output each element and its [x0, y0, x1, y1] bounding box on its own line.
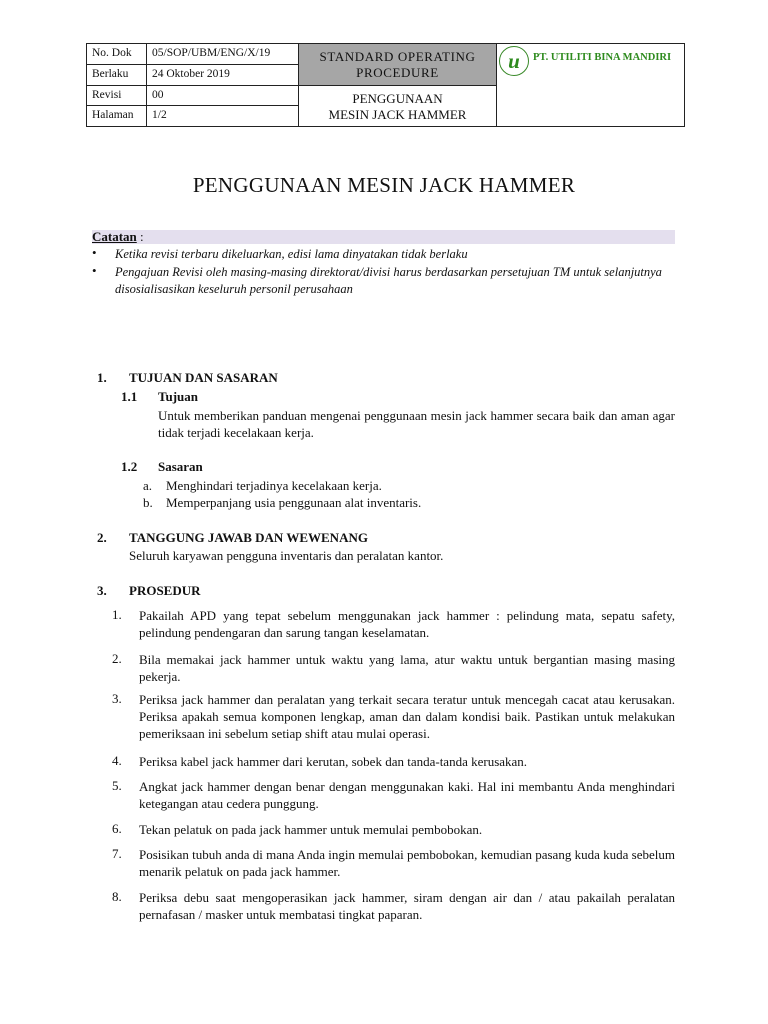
- step-text: Pakailah APD yang tepat sebelum menggunakan jack hammer : pelindung mata, sepatu safety, pelindung pendengaran dan sarung tangan keselamatan.: [139, 608, 675, 640]
- doc-title-line-1: PENGGUNAAN: [352, 90, 443, 106]
- step-text: Tekan pelatuk on pada jack hammer untuk memulai pembobokan.: [139, 822, 483, 837]
- doc-title-box: [299, 86, 496, 127]
- section-2-title: TANGGUNG JAWAB DAN WEWENANG: [129, 530, 368, 545]
- page-title: PENGGUNAAN MESIN JACK HAMMER: [192, 173, 576, 197]
- step-number: 5.: [112, 778, 122, 793]
- catatan-highlight: [92, 230, 675, 244]
- step-text: Posisikan tubuh anda di mana Anda ingin memulai pembobokan, kemudian pasang kuda kuda sebelum menarik pelatuk on pada jack hammer.: [139, 847, 675, 879]
- document-header-table: [86, 43, 685, 127]
- subsection-1-2-number: 1.2: [121, 459, 138, 474]
- step-number: 2.: [112, 651, 122, 666]
- subsection-1-2-title: Sasaran: [158, 459, 203, 474]
- step-number: 4.: [112, 753, 122, 768]
- step-text: Periksa jack hammer dan peralatan yang terkait secara teratur untuk mencegah cacat atau kerusakan. Periksa apakah semua komponen lengkap, aman dan dalam kondisi baik. Pastikan untuk melakukan pemeriksaan ini sebelum setiap shift atau mulai operasi.: [139, 692, 675, 741]
- step-number: 6.: [112, 821, 122, 836]
- sop-line-2: PROCEDURE: [356, 64, 439, 80]
- bullet-icon: •: [92, 245, 97, 260]
- list-marker: b.: [143, 495, 153, 510]
- sop-line-1: STANDARD OPERATING: [319, 48, 476, 64]
- step-text: Angkat jack hammer dengan benar dengan menggunakan kaki. Hal ini membantu Anda menghindari ketegangan atau cedera punggung.: [139, 779, 675, 811]
- step-text: Periksa debu saat mengoperasikan jack hammer, siram dengan air dan / atau pakailah peralatan pernafasan / masker untuk membatasi tingkat paparan.: [139, 890, 675, 922]
- section-2-text: Seluruh karyawan pengguna inventaris dan peralatan kantor.: [129, 548, 444, 563]
- section-1-title: TUJUAN DAN SASARAN: [129, 370, 278, 385]
- header-value-no-dok: 05/SOP/UBM/ENG/X/19: [152, 47, 271, 59]
- section-2-number: 2.: [97, 530, 107, 545]
- header-label-no-dok: No. Dok: [92, 47, 132, 59]
- step-text: Periksa kabel jack hammer dari kerutan, sobek dan tanda-tanda kerusakan.: [139, 754, 528, 769]
- step-number: 3.: [112, 691, 122, 706]
- catatan-heading: [92, 229, 144, 245]
- step-text: Bila memakai jack hammer untuk waktu yang lama, atur waktu untuk bergantian masing masing pekerja.: [139, 652, 675, 684]
- subsection-1-1-text: Untuk memberikan panduan mengenai penggunaan mesin jack hammer secara baik dan aman agar tidak terjadi kecelakaan kerja.: [158, 408, 675, 440]
- catatan-suffix: :: [136, 229, 144, 244]
- step-number: 8.: [112, 889, 122, 904]
- doc-title-line-2: MESIN JACK HAMMER: [328, 106, 467, 122]
- header-value-berlaku: 24 Oktober 2019: [152, 68, 230, 80]
- sop-label-box: [299, 44, 496, 85]
- section-1-number: 1.: [97, 370, 107, 385]
- header-label-halaman: Halaman: [92, 109, 134, 121]
- step-number: 7.: [112, 846, 122, 861]
- catatan-note: Pengajuan Revisi oleh masing-masing direktorat/divisi harus berdasarkan persetujuan TM untuk selanjutnya disosialisasikan keseluruh personil perusahaan: [115, 265, 662, 296]
- bullet-icon: •: [92, 263, 97, 278]
- step-number: 1.: [112, 607, 122, 622]
- list-marker: a.: [143, 478, 153, 493]
- subsection-1-1-number: 1.1: [121, 389, 138, 404]
- header-value-halaman: 1/2: [152, 109, 167, 121]
- header-label-revisi: Revisi: [92, 89, 122, 101]
- header-label-berlaku: Berlaku: [92, 68, 129, 80]
- list-item: Memperpanjang usia penggunaan alat inventaris.: [166, 495, 422, 510]
- company-logo-icon: u: [499, 46, 529, 76]
- catatan-note: Ketika revisi terbaru dikeluarkan, edisi lama dinyatakan tidak berlaku: [115, 247, 468, 261]
- list-item: Menghindari terjadinya kecelakaan kerja.: [166, 478, 382, 493]
- section-3-title: PROSEDUR: [129, 583, 201, 598]
- company-name: PT. UTILITI BINA MANDIRI: [533, 52, 672, 63]
- section-3-number: 3.: [97, 583, 107, 598]
- header-value-revisi: 00: [152, 89, 164, 101]
- catatan-label: Catatan: [92, 229, 137, 244]
- subsection-1-1-title: Tujuan: [158, 389, 198, 404]
